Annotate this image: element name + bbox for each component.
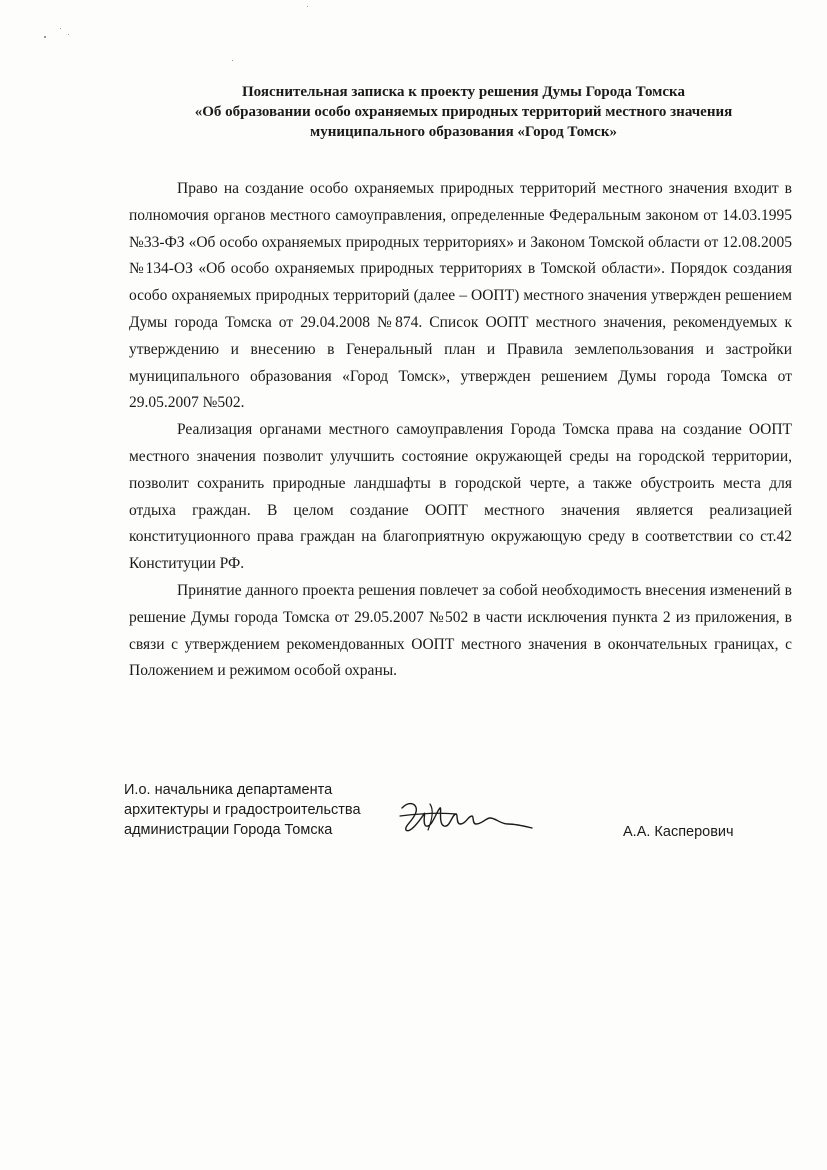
scan-speck xyxy=(307,6,308,7)
document-title xyxy=(100,82,827,142)
title-line-3: муниципального образования «Город Томск» xyxy=(310,124,617,140)
title-line-1: Пояснительная записка к проекту решения Думы Города Томска xyxy=(242,84,685,100)
scan-speck xyxy=(44,36,46,38)
document-body xyxy=(129,176,792,685)
scan-speck xyxy=(232,60,233,61)
position-line-2: архитектуры и градостроительства xyxy=(124,802,361,818)
body-paragraph-1: Право на создание особо охраняемых природных территорий местного значения входит в полномочия органов местного самоуправления, определенные Федеральным законом от 14.03.1995 №33-ФЗ «Об особо охраняемых природных территориях» и Законом Томской области от 12.08.2005 №134-ОЗ «Об особо охраняемых природных территориях в Томской области». Порядок создания особо охраняемых природных территорий (далее – ООПТ) местного значения утвержден решением Думы города Томска от 29.04.2008 №874. Список ООПТ местного значения, рекомендуемых к утверждению и внесению в Генеральный план и Правила землепользования и застройки муниципального образования «Город Томск», утвержден решением Думы города Томска от 29.05.2007 №502. xyxy=(129,180,792,412)
signatory-name: А.А. Касперович xyxy=(623,824,734,840)
title-line-2: «Об образовании особо охраняемых природных территорий местного значения xyxy=(194,104,733,120)
scan-speck xyxy=(68,34,69,35)
body-paragraph-3: Принятие данного проекта решения повлечет за собой необходимость внесения изменений в решение Думы города Томска от 29.05.2007 №502 в части исключения пункта 2 из приложения, в связи с утверждением рекомендованных ООПТ местного значения в окончательных границах, с Положением и режимом особой охраны. xyxy=(129,581,792,680)
position-line-1: И.о. начальника департамента xyxy=(124,782,333,798)
position-line-3: администрации Города Томска xyxy=(124,822,333,838)
handwritten-signature xyxy=(396,790,536,850)
signatory-position xyxy=(124,780,361,840)
scan-speck xyxy=(60,28,61,29)
body-paragraph-2: Реализация органами местного самоуправления Города Томска права на создание ООПТ местного значения позволит улучшить состояние окружающей среды на городской территории, позволит сохранить природные ландшафты в городской черте, а также обустроить места для отдыха граждан. В целом создание ООПТ местного значения является реализацией конституционного права граждан на благоприятную окружающую среду в соответствии со ст.42 Конституции РФ. xyxy=(129,421,792,573)
